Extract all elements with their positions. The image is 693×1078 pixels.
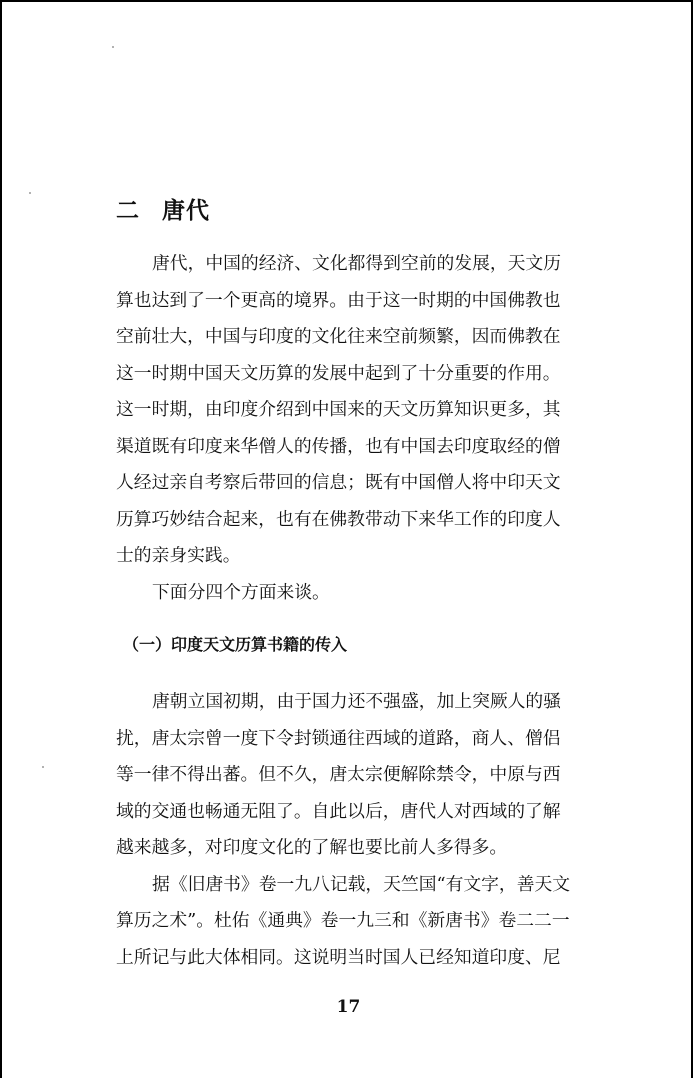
subsection-heading: （一）印度天文历算书籍的传入 <box>123 635 348 654</box>
paragraph-line: 上所记与此大体相同。这说明当时国人已经知道印度、尼 <box>116 946 561 968</box>
paragraph-line: 空前壮大，中国与印度的文化往来空前频繁，因而佛教在 <box>116 326 561 347</box>
paragraph-line: 士的亲身实践。 <box>116 545 241 566</box>
paragraph-line: 算也达到了一个更高的境界。由于这一时期的中国佛教也 <box>116 289 561 311</box>
section-title: 唐代 <box>162 198 210 224</box>
paragraph-line: 唐代，中国的经济、文化都得到空前的发展，天文历 <box>152 253 561 274</box>
paragraph-line: 唐朝立国初期，由于国力还不强盛，加上突厥人的骚 <box>152 691 561 712</box>
section-number: 二 <box>116 198 140 224</box>
paragraph-line: 算历之术”。杜佑《通典》卷一九三和《新唐书》卷二二一 <box>116 910 570 931</box>
subsection-text <box>116 684 624 976</box>
paragraph-line: 据《旧唐书》卷一九八记载，天竺国“有文字，善天文 <box>152 873 571 895</box>
paragraph-line: 越来越多，对印度文化的了解也要比前人多得多。 <box>116 837 508 858</box>
paragraph-line: 这一时期中国天文历算的发展中起到了十分重要的作用。 <box>116 362 561 384</box>
paragraph-line: 扰，唐太宗曾一度下令封锁通往西域的道路，商人、僧侣 <box>116 727 561 749</box>
paragraph-line: 人经过亲自考察后带回的信息；既有中国僧人将中印天文 <box>116 472 561 493</box>
scan-speck <box>42 766 44 768</box>
intro-text <box>116 246 624 611</box>
paragraph-line: 历算巧妙结合起来，也有在佛教带动下来华工作的印度人 <box>116 508 561 530</box>
scan-speck <box>112 46 114 48</box>
paragraph-line: 渠道既有印度来华僧人的传播，也有中国去印度取经的僧 <box>116 435 561 457</box>
section-heading <box>116 196 210 226</box>
paragraph-line: 域的交通也畅通无阻了。自此以后，唐代人对西域的了解 <box>116 800 561 822</box>
paragraph-line: 下面分四个方面来谈。 <box>152 581 330 603</box>
paragraph-line: 这一时期，由印度介绍到中国来的天文历算知识更多，其 <box>116 399 561 420</box>
scan-speck <box>29 192 31 194</box>
page-number: 17 <box>336 997 361 1017</box>
paragraph-line: 等一律不得出蕃。但不久，唐太宗便解除禁令，中原与西 <box>116 764 561 785</box>
